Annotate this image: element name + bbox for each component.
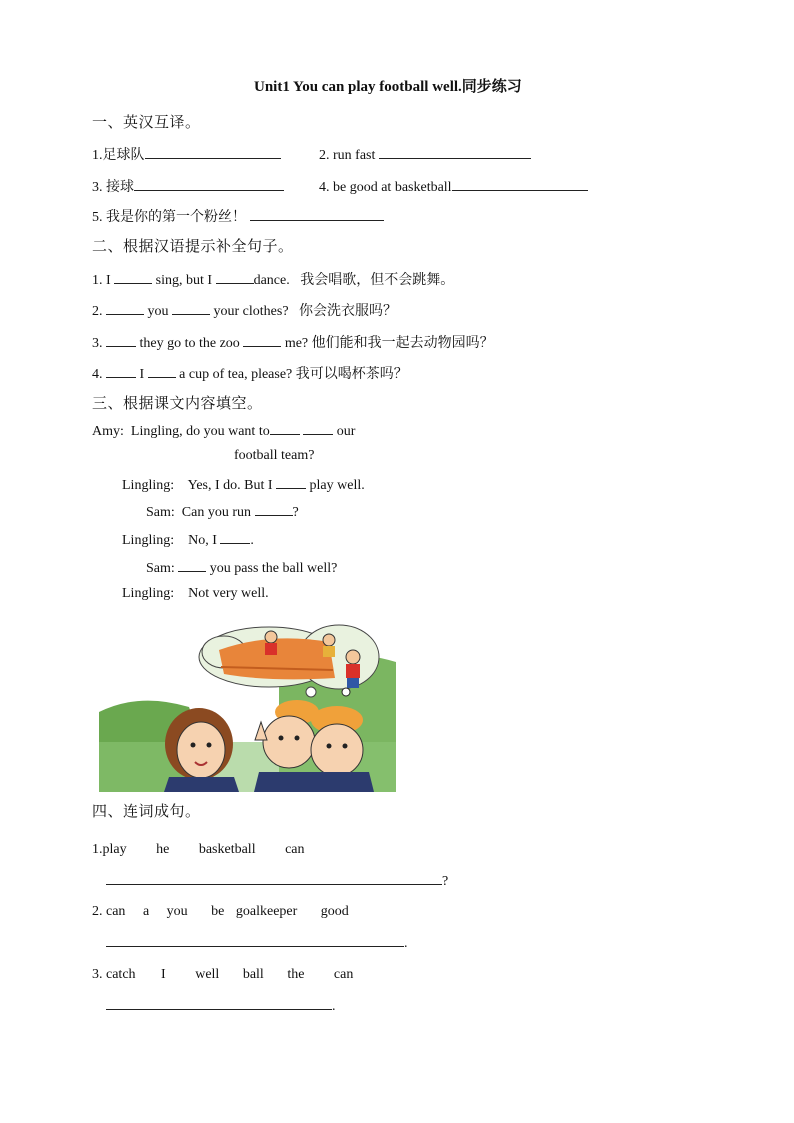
- s1-q5-text: 5. 我是你的第一个粉丝！: [92, 210, 246, 225]
- s2-q4-chinese: 我可以喝杯茶吗？: [295, 367, 408, 382]
- dialog-line-1b: football team?: [234, 448, 315, 463]
- section-4-heading: 四、连词成句。: [92, 804, 201, 820]
- s2-q4-part-b: I: [139, 367, 145, 382]
- answer-blank[interactable]: [276, 475, 306, 489]
- answer-blank[interactable]: [106, 364, 136, 378]
- s1-q3: [92, 177, 284, 197]
- answer-blank[interactable]: [114, 270, 152, 284]
- page-title: Unit1 You can play football well.同步练习: [254, 79, 522, 95]
- word: 1.play: [92, 842, 127, 857]
- answer-line[interactable]: [106, 933, 404, 947]
- s2-q1-part-b: sing, but I: [155, 273, 213, 288]
- word: ball: [242, 967, 264, 982]
- word: the: [287, 967, 305, 982]
- dialog-line-3: [146, 502, 299, 522]
- s4-q3-answer: [106, 996, 336, 1016]
- answer-blank[interactable]: [303, 421, 333, 435]
- s1-q1: [92, 145, 281, 165]
- dialog-text: No, I: [188, 533, 217, 548]
- answer-blank[interactable]: [172, 301, 210, 315]
- word: 2. can: [92, 904, 126, 919]
- s2-q1: [92, 270, 454, 290]
- s2-q3-chinese: 他们能和我一起去动物园吗？: [311, 336, 494, 351]
- end-punctuation: ?: [442, 874, 449, 889]
- s2-q2-part-b: you: [147, 304, 169, 319]
- s1-q2: [319, 145, 531, 165]
- dialog-line-1: [92, 421, 355, 441]
- s4-q2-words: [92, 903, 349, 921]
- dialog-text: Not very well.: [188, 586, 269, 601]
- answer-blank[interactable]: [148, 364, 176, 378]
- s2-q3: [92, 333, 494, 353]
- dialog-line-4: [122, 530, 254, 550]
- dialog-text: play well.: [309, 478, 365, 493]
- s2-q2-chinese: 你会洗衣服吗？: [299, 304, 398, 319]
- s2-q3-part-c: me?: [284, 336, 309, 351]
- speaker-lingling: Lingling:: [122, 533, 175, 548]
- s2-q4-part-c: a cup of tea, please?: [179, 367, 293, 382]
- answer-blank[interactable]: [134, 177, 284, 191]
- section-1-heading: 一、英汉互译。: [92, 115, 201, 131]
- end-punctuation: .: [404, 936, 408, 951]
- s2-q2-part-a: 2.: [92, 304, 103, 319]
- s2-q4-part-a: 4.: [92, 367, 103, 382]
- s1-q3-text: 3. 接球: [92, 180, 134, 195]
- dialog-text: ?: [292, 505, 299, 520]
- s2-q3-part-b: they go to the zoo: [139, 336, 240, 351]
- answer-blank[interactable]: [106, 333, 136, 347]
- speaker-lingling: Lingling:: [122, 478, 175, 493]
- s2-q2: [92, 301, 397, 321]
- s4-q1-answer: [106, 871, 448, 891]
- answer-line[interactable]: [106, 871, 442, 885]
- word: well: [195, 967, 220, 982]
- answer-blank[interactable]: [243, 333, 281, 347]
- answer-line[interactable]: [106, 996, 332, 1010]
- answer-blank[interactable]: [216, 270, 254, 284]
- answer-blank[interactable]: [106, 301, 144, 315]
- word: I: [161, 967, 166, 982]
- s2-q3-part-a: 3.: [92, 336, 103, 351]
- word: can: [285, 842, 305, 857]
- s2-q1-part-a: 1. I: [92, 273, 111, 288]
- answer-blank[interactable]: [250, 207, 384, 221]
- s1-q5: [92, 207, 384, 227]
- word: 3. catch: [92, 967, 136, 982]
- word: be: [211, 904, 225, 919]
- answer-blank[interactable]: [270, 421, 300, 435]
- answer-blank[interactable]: [255, 502, 293, 516]
- answer-blank[interactable]: [220, 530, 250, 544]
- word: a: [142, 904, 150, 919]
- word: he: [156, 842, 170, 857]
- dialog-line-2: [122, 475, 365, 495]
- s2-q4: [92, 364, 408, 384]
- speaker-sam: Sam:: [146, 561, 175, 576]
- s2-q1-chinese: 我会唱歌，但不会跳舞。: [300, 273, 455, 288]
- s4-q1-words: [92, 841, 305, 859]
- word: you: [166, 904, 188, 919]
- section-3-heading: 三、根据课文内容填空。: [92, 396, 263, 412]
- dialog-line-5: [146, 558, 337, 578]
- answer-blank[interactable]: [178, 558, 206, 572]
- classroom-illustration: [99, 612, 396, 792]
- word: good: [320, 904, 349, 919]
- dialog-text: you pass the ball well?: [209, 561, 338, 576]
- word: goalkeeper: [235, 904, 298, 919]
- dialog-text: Lingling, do you want to: [130, 424, 270, 439]
- word: can: [333, 967, 354, 982]
- word: basketball: [198, 842, 256, 857]
- dialog-text: our: [336, 424, 356, 439]
- s2-q2-part-c: your clothes?: [213, 304, 289, 319]
- s1-q2-text: 2. run fast: [319, 148, 376, 163]
- speaker-amy: Amy:: [92, 424, 124, 439]
- dialog-line-6: [122, 585, 269, 603]
- dialog-text: Can you run: [181, 505, 251, 520]
- s4-q2-answer: [106, 933, 408, 953]
- dialog-text: .: [250, 533, 254, 548]
- section-2-heading: 二、根据汉语提示补全句子。: [92, 239, 294, 255]
- s4-q3-words: [92, 966, 353, 984]
- answer-blank[interactable]: [452, 177, 588, 191]
- s1-q4: [319, 177, 588, 197]
- speaker-lingling: Lingling:: [122, 586, 175, 601]
- s1-q1-text: 1.足球队: [92, 148, 145, 163]
- s1-q4-text: 4. be good at basketball: [319, 180, 452, 195]
- end-punctuation: .: [332, 999, 336, 1014]
- answer-blank[interactable]: [379, 145, 531, 159]
- speaker-sam: Sam:: [146, 505, 175, 520]
- s2-q1-part-c: dance.: [253, 273, 290, 288]
- answer-blank[interactable]: [145, 145, 281, 159]
- dialog-text: Yes, I do. But I: [187, 478, 273, 493]
